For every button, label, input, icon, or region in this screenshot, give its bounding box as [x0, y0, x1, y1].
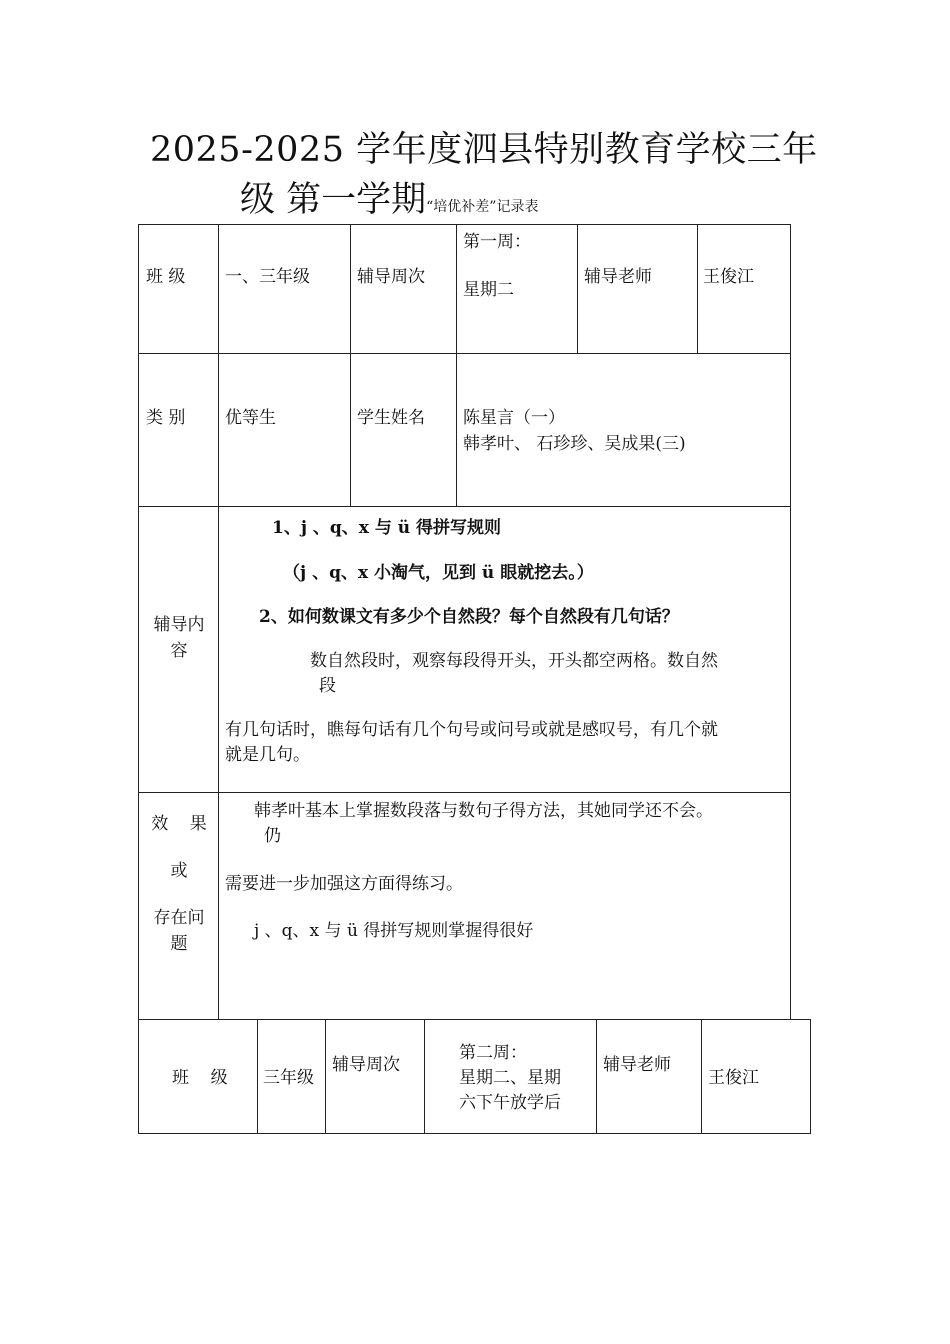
- content-line-3: 2、如何数课文有多少个自然段？每个自然段有几句话？: [259, 607, 679, 627]
- effect-label-line-2: 或: [170, 861, 188, 881]
- table1-right-border: [790, 224, 791, 1020]
- week-label: 辅导周次: [357, 267, 425, 287]
- table2-right-border: [810, 1019, 811, 1134]
- table1-top-border: [138, 224, 791, 225]
- table2-class-value: 三年级: [263, 1068, 314, 1088]
- table2-week-value-line-1: 第二周：: [459, 1043, 527, 1063]
- table1-row1-border: [138, 353, 791, 354]
- table2-week-value-line-3: 六下午放学后: [459, 1093, 561, 1113]
- effect-label-line-3: 存在问: [153, 908, 205, 928]
- content-line-4: 数自然段时，观察每段得开头，开头都空两格。数自然: [310, 651, 718, 671]
- table2-teacher-label: 辅导老师: [603, 1055, 671, 1075]
- class-value: 一、三年级: [225, 267, 310, 287]
- effect-line-3: 需要进一步加强这方面得练习。: [225, 874, 463, 894]
- teacher-label: 辅导老师: [584, 267, 652, 287]
- week-value-line-2: 星期二: [463, 280, 514, 300]
- content-line-6: 有几句话时，瞧每句话有几个句号或问号或就是感叹号，有几个就: [225, 720, 718, 740]
- table1-row3-border: [138, 792, 791, 793]
- document-title-line-2: [240, 178, 740, 229]
- content-line-1: 1、j 、q、x 与 ü 得拼写规则: [272, 518, 502, 538]
- student-names-line-1: 陈星言（一）: [463, 408, 565, 428]
- table1-col2-divider: [350, 224, 351, 506]
- table2-col4-divider: [424, 1019, 425, 1134]
- content-line-5: 段: [319, 676, 336, 696]
- effect-line-2: 仍: [264, 826, 281, 846]
- table1-col3-divider: [456, 224, 457, 506]
- table1-col4-divider: [577, 224, 578, 353]
- table2-teacher-value: 王俊江: [708, 1068, 759, 1088]
- table2-col3-divider: [325, 1019, 326, 1134]
- table2-col2-divider: [257, 1019, 258, 1134]
- table2-week-label: 辅导周次: [332, 1055, 400, 1075]
- table2-col6-divider: [701, 1019, 702, 1134]
- effect-label-line-1: 效 果: [151, 814, 207, 834]
- effect-line-1: 韩孝叶基本上掌握数段落与数句子得方法，其她同学还不会。: [254, 801, 713, 821]
- content-line-2: （j 、q、x 小淘气，见到 ü 眼就挖去。）: [283, 563, 594, 583]
- content-label-line-2: 容: [170, 641, 188, 661]
- title-large-text: 级 第一学期: [240, 180, 427, 220]
- table2-col5-divider: [596, 1019, 597, 1134]
- table1-label-divider: [218, 224, 219, 1020]
- title-small-text: “培优补差”记录表: [426, 199, 539, 215]
- table2-class-label: 班 级: [172, 1068, 228, 1088]
- class-label: 班 级: [146, 267, 186, 287]
- category-label: 类 别: [146, 408, 186, 428]
- table2-week-value-line-2: 星期二、星期: [459, 1068, 561, 1088]
- effect-line-4: j 、q、x 与 ü 得拼写规则掌握得很好: [254, 921, 534, 941]
- category-value: 优等生: [225, 408, 276, 428]
- content-line-7: 就是几句。: [225, 745, 310, 765]
- week-value-line-1: 第一周：: [463, 232, 531, 252]
- student-names-line-2: 韩孝叶、 石珍珍、吴成果(三): [463, 434, 686, 454]
- table2-top-border: [138, 1019, 811, 1020]
- table1-row2-border: [138, 506, 791, 507]
- document-title-line-1: 2025-2025 学年度泗县特别教育学校三年: [150, 130, 818, 170]
- table2-left-border: [138, 1019, 139, 1134]
- student-name-label: 学生姓名: [357, 408, 425, 428]
- table1-left-border: [138, 224, 139, 1020]
- effect-label-line-4: 题: [170, 934, 188, 954]
- table2-bottom-border: [138, 1133, 811, 1134]
- teacher-value: 王俊江: [703, 267, 754, 287]
- table1-col5-divider: [697, 224, 698, 353]
- content-label-line-1: 辅导内: [153, 615, 205, 635]
